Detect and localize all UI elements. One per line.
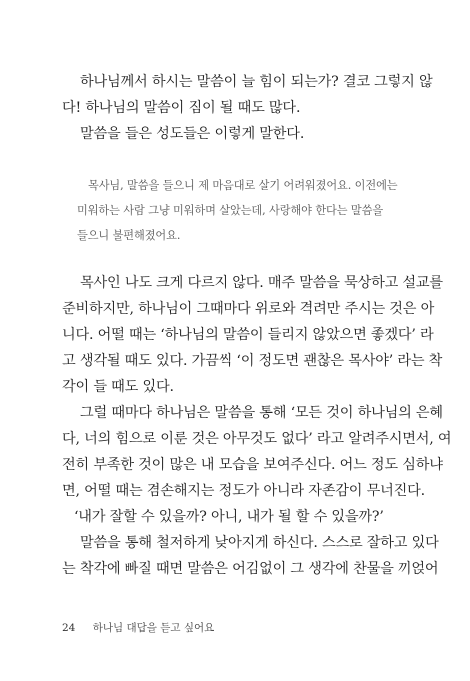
body-line: ‘내가 잘할 수 있을까? 아니, 내가 될 할 수 있을까?’ xyxy=(74,509,384,525)
body-line: 다, 너의 힘으로 이룬 것은 아무것도 없다’ 라고 알려주시면서, 여 xyxy=(62,431,452,447)
body-line: 전히 부족한 것이 많은 내 모습을 보여주신다. 어느 정도 심하냐 xyxy=(62,457,443,473)
body-line: 는 착각에 빠질 때면 말씀은 어김없이 그 생각에 찬물을 끼얹어 xyxy=(62,561,439,577)
body-line: 목사인 나도 크게 다르지 않다. 매주 말씀을 묵상하고 설교를 xyxy=(80,275,443,291)
page-footer xyxy=(62,620,214,635)
body-line: 면, 어떨 때는 겸손해지는 정도가 아니라 자존감이 무너진다. xyxy=(62,483,425,499)
body-line: 그럴 때마다 하나님은 말씀을 통해 ‘모든 것이 하나님의 은혜 xyxy=(80,405,443,421)
body-line: 말씀을 들은 성도들은 이렇게 말한다. xyxy=(80,126,305,142)
body-line: 고 생각될 때도 있다. 가끔씩 ‘이 정도면 괜찮은 목사야’ 라는 착 xyxy=(62,353,443,369)
page-number: 24 xyxy=(62,622,76,634)
running-title: 하나님 대답을 듣고 싶어요 xyxy=(92,622,215,634)
body-line: 다! 하나님의 말씀이 짐이 될 때도 많다. xyxy=(62,100,301,116)
body-line: 하나님께서 하시는 말씀이 늘 힘이 되는가? 결코 그렇지 않 xyxy=(80,74,433,90)
body-line: 준비하지만, 하나님이 그때마다 위로와 격려만 주시는 것은 아 xyxy=(62,301,435,317)
body-line: 니다. 어떨 때는 ‘하나님의 말씀이 들리지 않았으면 좋겠다’ 라 xyxy=(62,327,434,343)
body-line: 각이 들 때도 있다. xyxy=(62,379,174,395)
quote-line: 미워하는 사람 그냥 미워하며 살았는데, 사랑해야 한다는 말씀을 xyxy=(77,204,384,217)
quote-line: 들으니 불편해졌어요. xyxy=(77,229,181,242)
quote-line: 목사님, 말씀을 들으니 제 마음대로 살기 어려워졌어요. 이전에는 xyxy=(88,179,398,192)
body-line: 말씀을 통해 철저하게 낮아지게 하신다. 스스로 잘하고 있다 xyxy=(80,535,439,551)
